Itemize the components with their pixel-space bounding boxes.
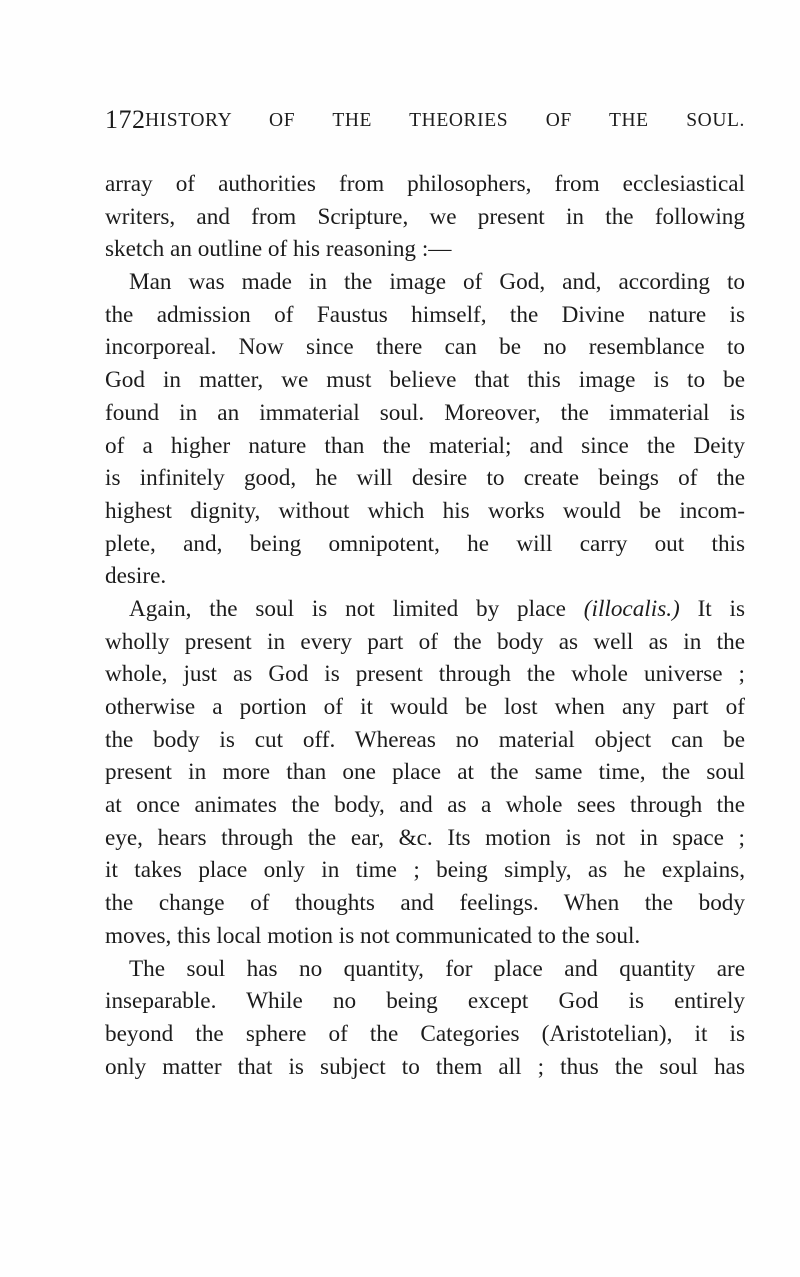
running-title: HISTORY OF THE THEORIES OF THE SOUL. xyxy=(145,110,745,131)
text-line: inseparable. While no being except God is entirely xyxy=(105,988,745,1015)
text-line: sketch an outline of his reasoning :— xyxy=(105,236,452,263)
page-number: 172 xyxy=(105,105,146,134)
text-line: at once animates the body, and as a whole sees through the xyxy=(105,792,745,819)
paragraph-start-line: Man was made in the image of God, and, according to xyxy=(129,269,745,296)
text-line: plete, and, being omnipotent, he will carry out this xyxy=(105,530,745,557)
text-line: the change of thoughts and feelings. When the body xyxy=(105,890,745,917)
text-line: writers, and from Scripture, we present in the following xyxy=(105,203,745,230)
text-segment: Again, the soul is not limited by place xyxy=(129,595,566,622)
text-line: the admission of Faustus himself, the Divine nature is xyxy=(105,301,745,328)
body-text xyxy=(105,168,745,1083)
text-line: otherwise a portion of it would be lost when any part of xyxy=(105,694,745,720)
text-line: moves, this local motion is not communicated to the soul. xyxy=(105,922,641,949)
text-line: is infinitely good, he will desire to create beings of the xyxy=(105,465,745,492)
italic-term: (illocalis.) xyxy=(583,595,680,622)
paragraph-start-line xyxy=(105,593,745,626)
text-line: beyond the sphere of the Categories (Aristotelian), it is xyxy=(105,1020,745,1047)
text-segment: It is xyxy=(697,595,745,622)
text-line: array of authorities from philosophers, from ecclesiastical xyxy=(105,171,745,197)
text-line: eye, hears through the ear, &c. Its motion is not in space ; xyxy=(105,824,745,851)
text-line: God in matter, we must believe that this image is to be xyxy=(105,367,745,394)
running-head xyxy=(105,105,745,139)
text-line: present in more than one place at the same time, the soul xyxy=(105,759,745,786)
text-line: the body is cut off. Whereas no material object can be xyxy=(105,726,745,753)
text-line: of a higher nature than the material; and since the Deity xyxy=(105,432,745,459)
text-line: whole, just as God is present through the whole universe ; xyxy=(105,661,745,688)
text-line: it takes place only in time ; being simply, as he explains, xyxy=(105,857,745,884)
text-line: desire. xyxy=(105,563,167,590)
text-line: found in an immaterial soul. Moreover, the immaterial is xyxy=(105,399,745,426)
text-line: only matter that is subject to them all ; thus the soul has xyxy=(105,1053,745,1080)
text-line: wholly present in every part of the body as well as in the xyxy=(105,628,745,655)
text-line: incorporeal. Now since there can be no resemblance to xyxy=(105,334,745,361)
paragraph-start-line: The soul has no quantity, for place and quantity are xyxy=(129,955,745,982)
text-line: highest dignity, without which his works would be incom- xyxy=(105,497,745,524)
